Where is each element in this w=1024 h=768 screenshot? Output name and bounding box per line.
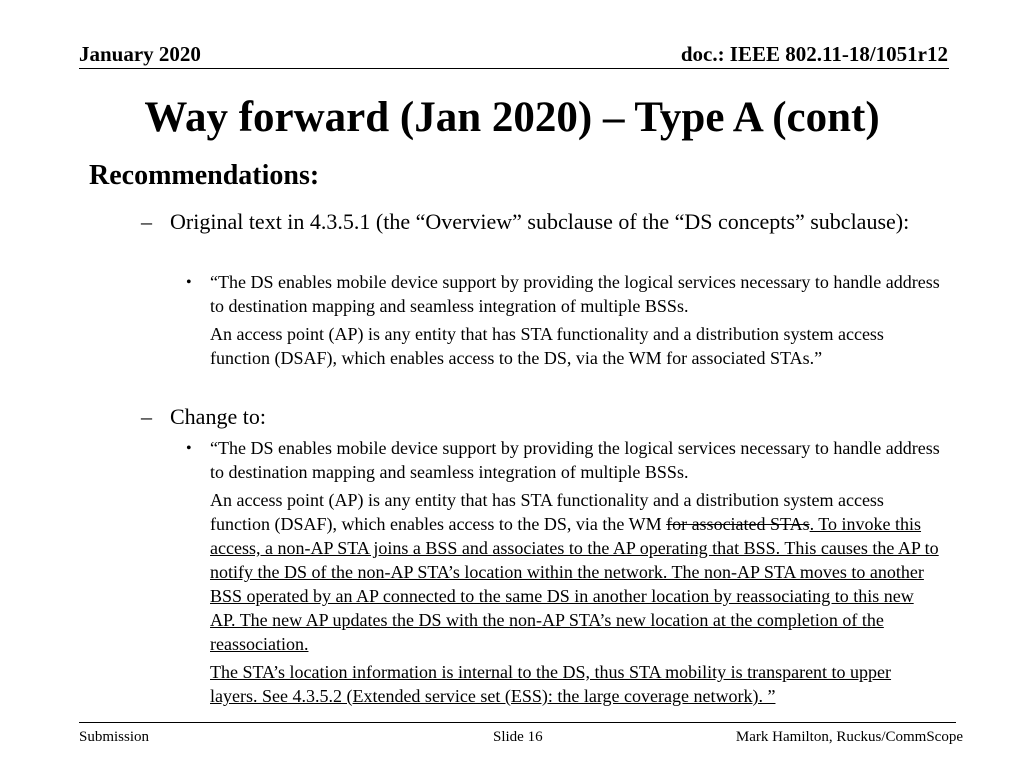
change-paragraph-2 — [210, 488, 940, 656]
change-paragraph-1: “The DS enables mobile device support by providing the logical services necessary to handle address to destination mapping and seamless integration of multiple BSSs. — [210, 438, 940, 482]
bullet-marker: • — [186, 274, 192, 291]
footer-submission: Submission — [79, 729, 150, 745]
bullet-marker: • — [186, 440, 192, 457]
recommendations-heading: Recommendations: — [89, 160, 320, 191]
inserted-text: . To invoke this access, a non-AP STA joins a BSS and associates to the AP operating that BSS. This causes the AP to notify the DS of the non-AP STA’s location within the network. The non-AP STA moves to another BSS operated by an AP connected to the same DS in another location by reassociating to this new AP. The new AP updates the DS with the non-AP STA’s new location at the completion of the reassociation. — [210, 514, 939, 654]
footer-rule — [79, 722, 956, 723]
change-paragraph-3-inserted: The STA’s location information is internal to the DS, thus STA mobility is transparent to upper layers. See 4.3.5.2 (Extended service set (ESS): the large coverage network). ” — [210, 662, 892, 706]
original-text-heading: Original text in 4.3.5.1 (the “Overview” subclause of the “DS concepts” subclause): — [170, 209, 910, 234]
change-to-heading: Change to: — [170, 404, 266, 429]
slide-title: Way forward (Jan 2020) – Type A (cont) — [144, 94, 880, 141]
footer-author: Mark Hamilton, Ruckus/CommScope — [735, 729, 963, 745]
dash-marker: – — [141, 209, 152, 234]
header-date: January 2020 — [79, 42, 201, 66]
original-paragraph-2: An access point (AP) is any entity that has STA functionality and a distribution system access function (DSAF), which enables access to the DS, via the WM for associated STAs.” — [210, 324, 884, 368]
change-text-unchanged: An access point (AP) is any entity that has STA functionality and a distribution system access function (DSAF), which enables access to the DS, via the WM — [210, 490, 884, 534]
original-paragraph-1: “The DS enables mobile device support by providing the logical services necessary to handle address to destination mapping and seamless integration of multiple BSSs. — [210, 272, 940, 316]
deleted-text: for associated STAs — [666, 514, 810, 534]
header-doc-id: doc.: IEEE 802.11-18/1051r12 — [680, 42, 948, 66]
footer-slide-number: Slide 16 — [493, 729, 543, 745]
dash-marker: – — [141, 404, 152, 429]
